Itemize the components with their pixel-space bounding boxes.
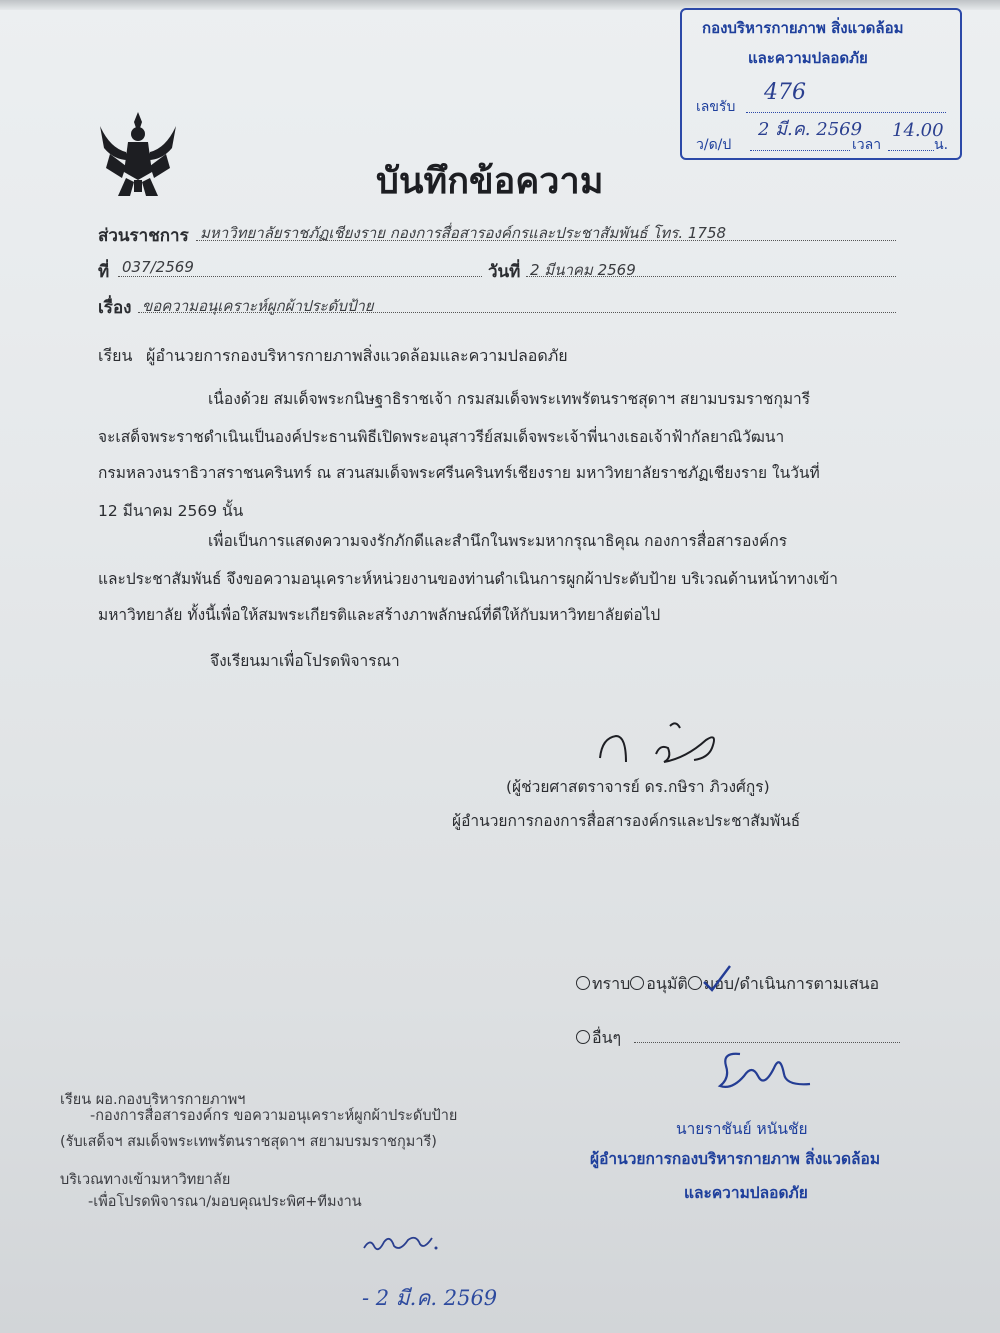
note-line3: (รับเสด็จฯ สมเด็จพระเทพรัตนราชสุดาฯ สยามบรมราชกุมารี) bbox=[60, 1134, 437, 1150]
check-mark bbox=[700, 964, 732, 994]
doc-date-value: 2 มีนาคม 2569 bbox=[530, 261, 636, 279]
stamp-recv-no: 476 bbox=[764, 80, 806, 105]
p2-line3: มหาวิทยาลัย ทั้งนี้เพื่อให้สมพระเกียรติและสร้างภาพลักษณ์ที่ดีให้กับมหาวิทยาลัยต่อไป bbox=[98, 606, 661, 624]
stamp-date-dots bbox=[750, 150, 850, 151]
stamp-line1: กองบริหารกายภาพ สิ่งแวดล้อม bbox=[702, 19, 904, 37]
signer-position: ผู้อำนวยการกองการสื่อสารองค์กรและประชาสัมพันธ์ bbox=[452, 812, 801, 830]
doc-no-value: 037/2569 bbox=[122, 258, 194, 276]
opt-approve: อนุมัติ bbox=[646, 974, 688, 993]
agency-dots bbox=[196, 240, 896, 241]
opt-other-row bbox=[576, 1026, 621, 1051]
doc-no-dots bbox=[118, 276, 482, 277]
p1-line3: กรมหลวงนราธิวาสราชนครินทร์ ณ สวนสมเด็จพระศรีนครินทร์เชียงราย มหาวิทยาลัยราชภัฏเชียงราย ในวันที่ bbox=[98, 464, 820, 482]
initials bbox=[362, 1230, 440, 1256]
stamp-time-label: เวลา bbox=[852, 137, 882, 153]
garuda-emblem bbox=[96, 108, 180, 200]
note-line5: -เพื่อโปรดพิจารณา/มอบคุณประพิศ+ทีมงาน bbox=[88, 1194, 362, 1210]
closing-line: จึงเรียนมาเพื่อโปรดพิจารณา bbox=[210, 652, 400, 670]
p1-line4: 12 มีนาคม 2569 นั้น bbox=[98, 502, 244, 520]
doc-no-label: ที่ bbox=[98, 262, 110, 282]
agency-value: มหาวิทยาลัยราชภัฏเชียงราย กองการสื่อสารองค์กรและประชาสัมพันธ์ โทร. 1758 bbox=[200, 224, 727, 242]
receiving-stamp bbox=[680, 8, 962, 160]
approver-pos1: ผู้อำนวยการกองบริหารกายภาพ สิ่งแวดล้อม bbox=[590, 1150, 881, 1168]
note-handwritten-date: - 2 มี.ค. 2569 bbox=[362, 1286, 498, 1310]
opt-other: อื่นๆ bbox=[592, 1028, 622, 1047]
stamp-date-label: ว/ด/ป bbox=[696, 137, 732, 153]
approver-pos2: และความปลอดภัย bbox=[684, 1184, 808, 1202]
stamp-time-value: 14.00 bbox=[892, 120, 944, 141]
opt-other-circle bbox=[576, 1030, 590, 1044]
approver-name: นายราชันย์ หนันชัย bbox=[676, 1120, 808, 1138]
p2-line2: และประชาสัมพันธ์ จึงขอความอนุเคราะห์หน่วยงานของท่านดำเนินการผูกผ้าประดับป้าย บริเวณด้านหน้าทางเข้า bbox=[98, 570, 838, 588]
opt-other-dots bbox=[634, 1042, 900, 1043]
stamp-line2: และความปลอดภัย bbox=[748, 49, 868, 67]
p1-line2: จะเสด็จพระราชดำเนินเป็นองค์ประธานพิธีเปิดพระอนุสาวรีย์สมเด็จพระเจ้าพี่นางเธอเจ้าฟ้ากัลยาณิวัฒนา bbox=[98, 428, 785, 446]
opt-assign: มอบ/ดำเนินการตามเสนอ bbox=[703, 974, 880, 993]
p1-line1: เนื่องด้วย สมเด็จพระกนิษฐาธิราชเจ้า กรมสมเด็จพระเทพรัตนราชสุดาฯ สยามบรมราชกุมารี bbox=[208, 390, 811, 408]
stamp-recv-dots bbox=[746, 112, 946, 113]
agency-label: ส่วนราชการ bbox=[98, 226, 189, 246]
doc-date-dots bbox=[526, 276, 896, 277]
signature-1 bbox=[596, 718, 726, 774]
subject-dots bbox=[138, 312, 896, 313]
note-line4: บริเวณทางเข้ามหาวิทยาลัย bbox=[60, 1172, 231, 1188]
doc-date-label: วันที่ bbox=[488, 262, 521, 282]
signer-name: (ผู้ช่วยศาสตราจารย์ ดร.กษิรา ภิวงศ์กูร) bbox=[506, 778, 770, 796]
to-value: ผู้อำนวยการกองบริหารกายภาพสิ่งแวดล้อมและความปลอดภัย bbox=[146, 346, 568, 365]
p2-line1: เพื่อเป็นการแสดงความจงรักภักดีและสำนึกในพระมหากรุณาธิคุณ กองการสื่อสารองค์กร bbox=[208, 532, 788, 550]
note-line1: เรียน ผอ.กองบริหารกายภาพฯ bbox=[60, 1092, 246, 1108]
stamp-time-suffix: น. bbox=[934, 137, 949, 153]
stamp-time-dots bbox=[888, 150, 934, 151]
opt-approve-circle bbox=[630, 976, 644, 990]
opt-acknowledge-circle bbox=[576, 976, 590, 990]
signature-2 bbox=[714, 1044, 814, 1100]
stamp-recv-label: เลขรับ bbox=[696, 99, 736, 115]
subject-label: เรื่อง bbox=[98, 298, 132, 318]
to-label: เรียน bbox=[98, 346, 133, 365]
stamp-date-value: 2 มี.ค. 2569 bbox=[758, 119, 863, 140]
note-line2: -กองการสื่อสารองค์กร ขอความอนุเคราะห์ผูกผ้าประดับป้าย bbox=[90, 1108, 458, 1124]
subject-value: ขอความอนุเคราะห์ผูกผ้าประดับป้าย bbox=[142, 297, 374, 315]
opt-acknowledge: ทราบ bbox=[592, 974, 631, 993]
memo-title: บันทึกข้อความ bbox=[376, 161, 604, 202]
